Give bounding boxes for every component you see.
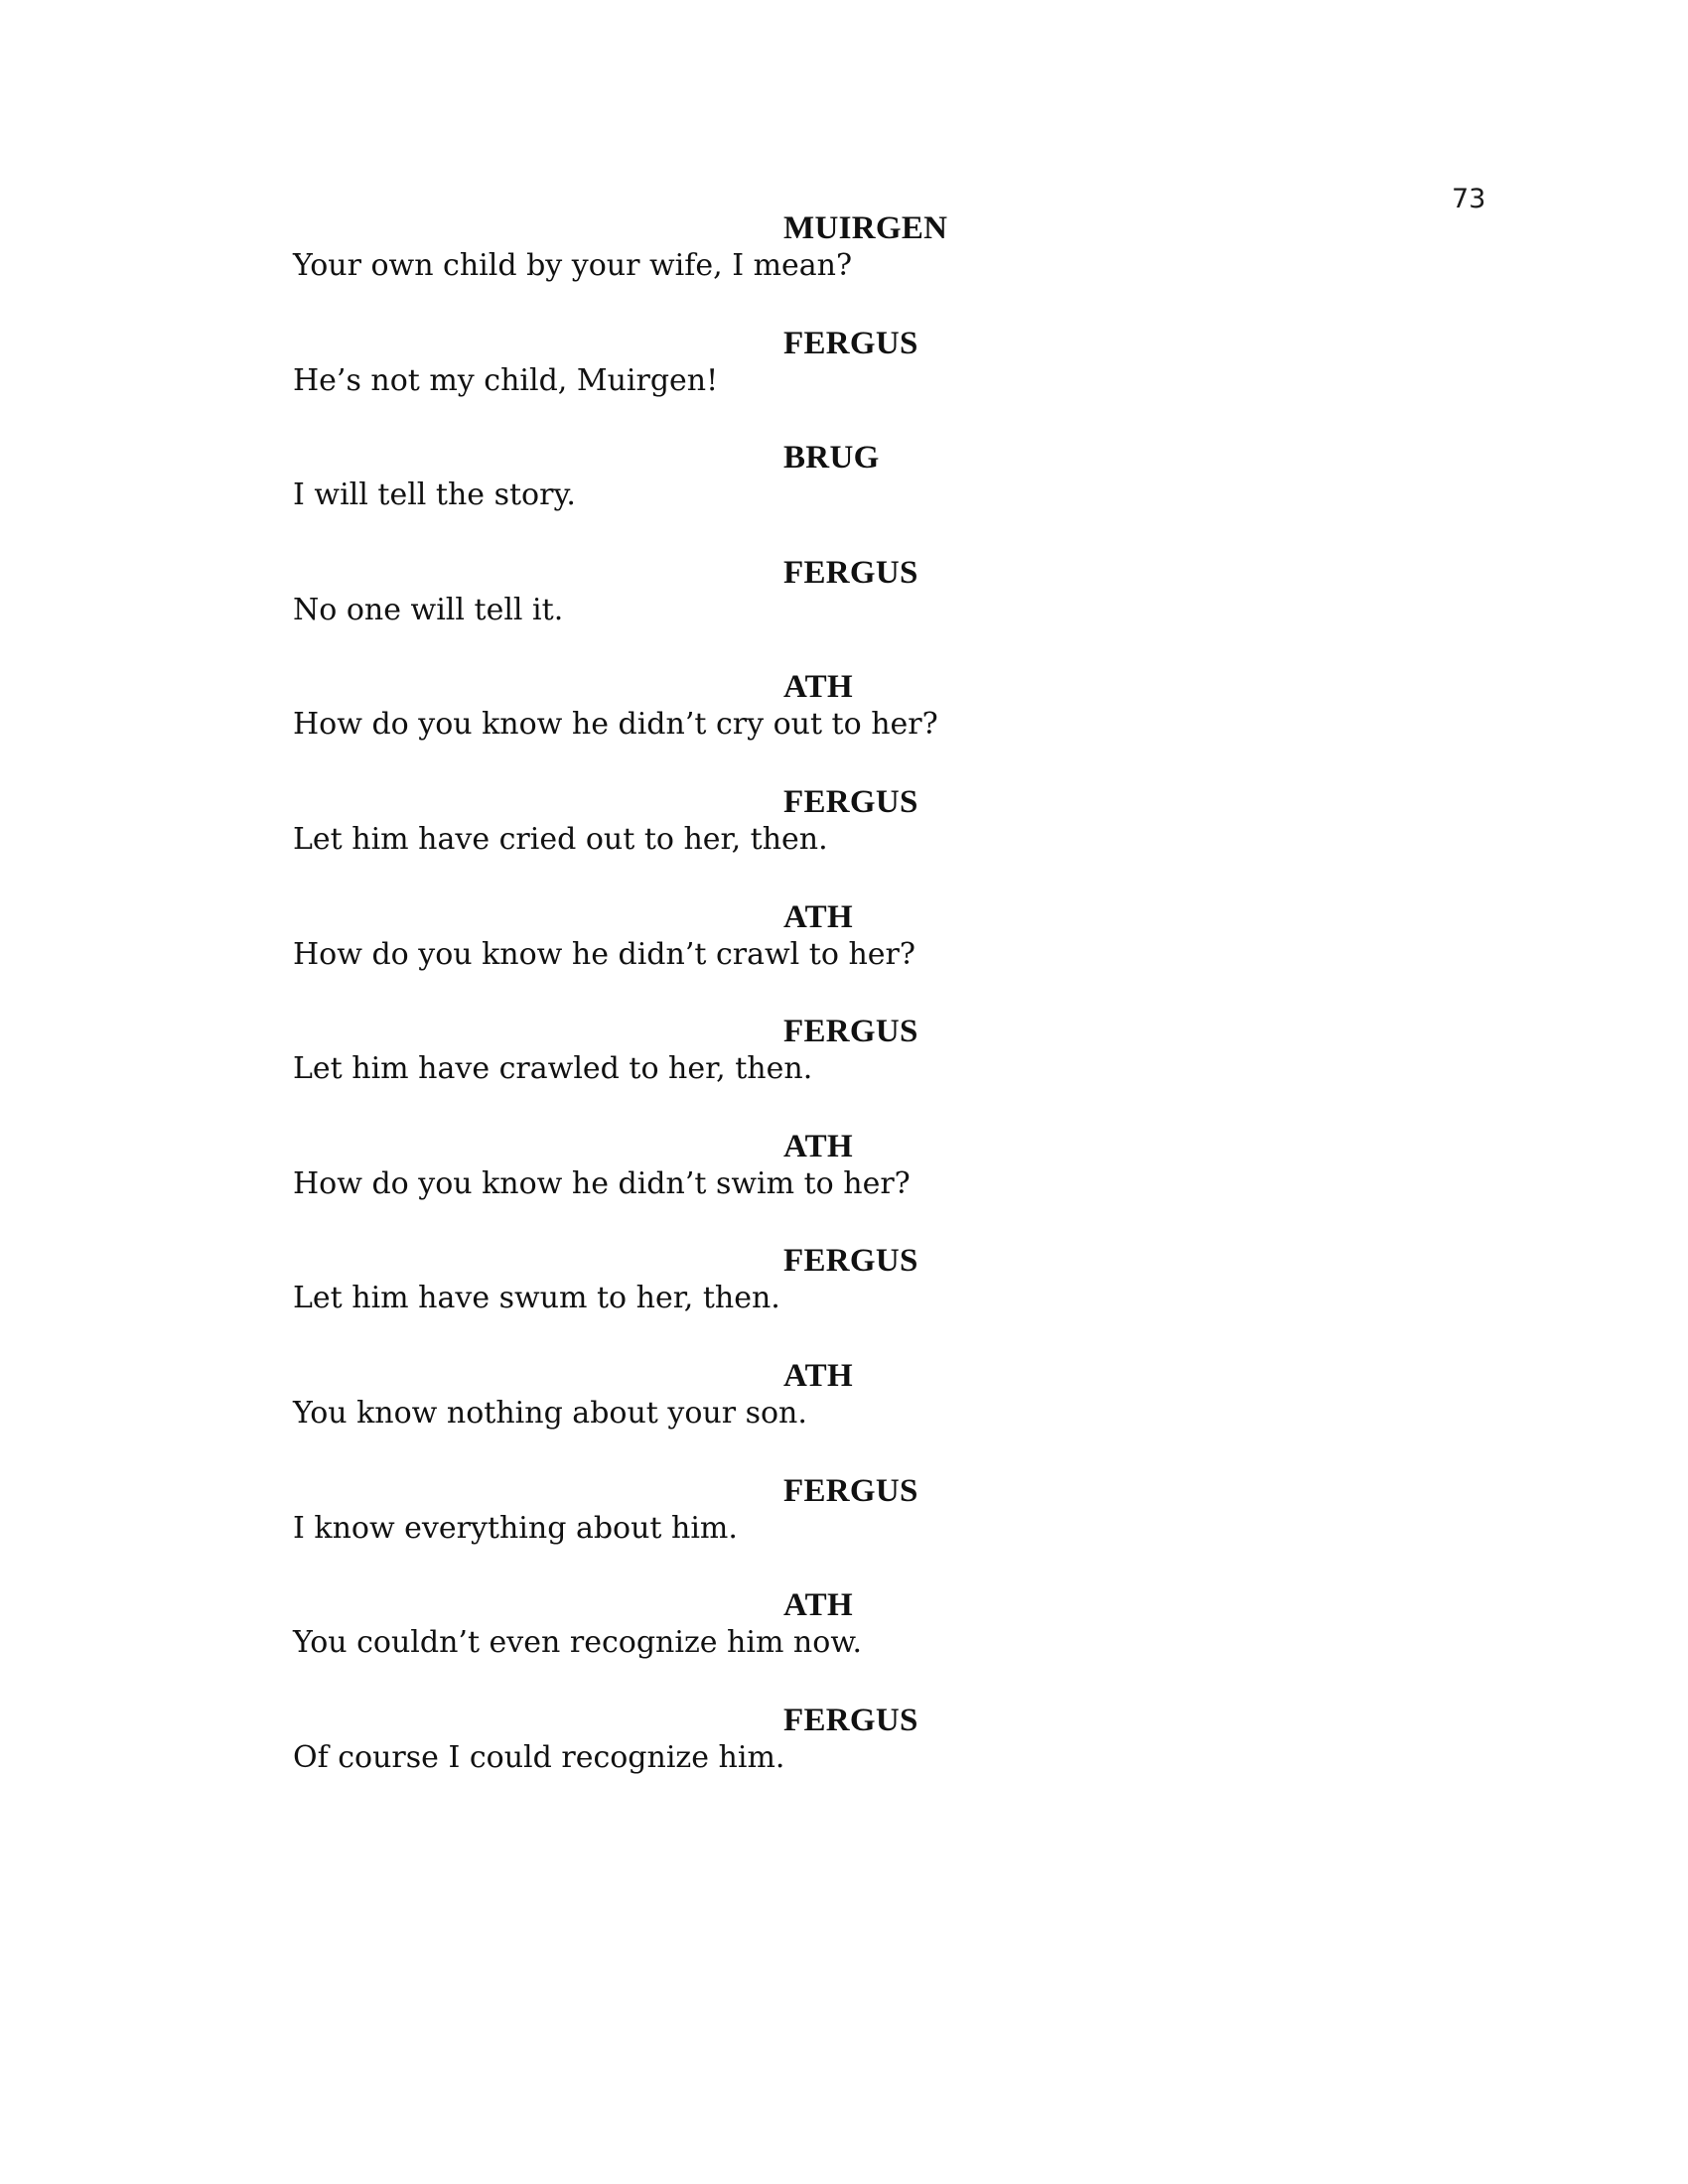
speaker-name: FERGUS: [783, 325, 918, 361]
dialogue-line: Your own child by your wife, I mean?: [293, 248, 853, 283]
speaker-name: FERGUS: [783, 1014, 918, 1050]
dialogue-block: [293, 208, 1435, 324]
dialogue-block: [293, 1356, 1435, 1471]
dialogue-line: Of course I could recognize him.: [293, 1739, 785, 1775]
speaker-name: FERGUS: [783, 1702, 918, 1738]
speaker-name: ATH: [783, 1587, 853, 1624]
speaker-name: MUIRGEN: [783, 210, 948, 246]
speaker-name: BRUG: [783, 440, 880, 477]
dialogue-line: You couldn’t even recognize him now.: [293, 1625, 862, 1661]
page-number: 73: [1452, 184, 1486, 214]
dialogue-line: Let him have cried out to her, then.: [293, 821, 828, 857]
dialogue-line: Let him have crawled to her, then.: [293, 1051, 813, 1087]
speaker-name: FERGUS: [783, 1472, 918, 1509]
dialogue-line: How do you know he didn’t crawl to her?: [293, 936, 915, 972]
dialogue-line: How do you know he didn’t cry out to her?: [293, 707, 938, 743]
dialogue-block: [293, 553, 1435, 668]
dialogue-block: [293, 1701, 1435, 1816]
dialogue-line: You know nothing about your son.: [293, 1395, 807, 1431]
script-dialogue: [293, 208, 1435, 1815]
dialogue-block: [293, 1471, 1435, 1586]
dialogue-block: [293, 324, 1435, 439]
dialogue-block: [293, 1585, 1435, 1701]
dialogue-block: [293, 438, 1435, 553]
speaker-name: ATH: [783, 1128, 853, 1164]
dialogue-block: [293, 667, 1435, 782]
speaker-name: FERGUS: [783, 783, 918, 820]
dialogue-line: No one will tell it.: [293, 592, 564, 627]
dialogue-block: [293, 897, 1435, 1013]
dialogue-line: I will tell the story.: [293, 478, 576, 513]
dialogue-line: Let him have swum to her, then.: [293, 1281, 780, 1316]
speaker-name: FERGUS: [783, 554, 918, 591]
dialogue-block: [293, 1127, 1435, 1242]
dialogue-block: [293, 782, 1435, 897]
dialogue-block: [293, 1241, 1435, 1356]
dialogue-block: [293, 1012, 1435, 1127]
speaker-name: FERGUS: [783, 1243, 918, 1280]
dialogue-line: I know everything about him.: [293, 1510, 738, 1546]
speaker-name: ATH: [783, 1357, 853, 1394]
dialogue-line: He’s not my child, Muirgen!: [293, 362, 719, 398]
speaker-name: ATH: [783, 669, 853, 706]
speaker-name: ATH: [783, 898, 853, 935]
dialogue-line: How do you know he didn’t swim to her?: [293, 1165, 911, 1201]
